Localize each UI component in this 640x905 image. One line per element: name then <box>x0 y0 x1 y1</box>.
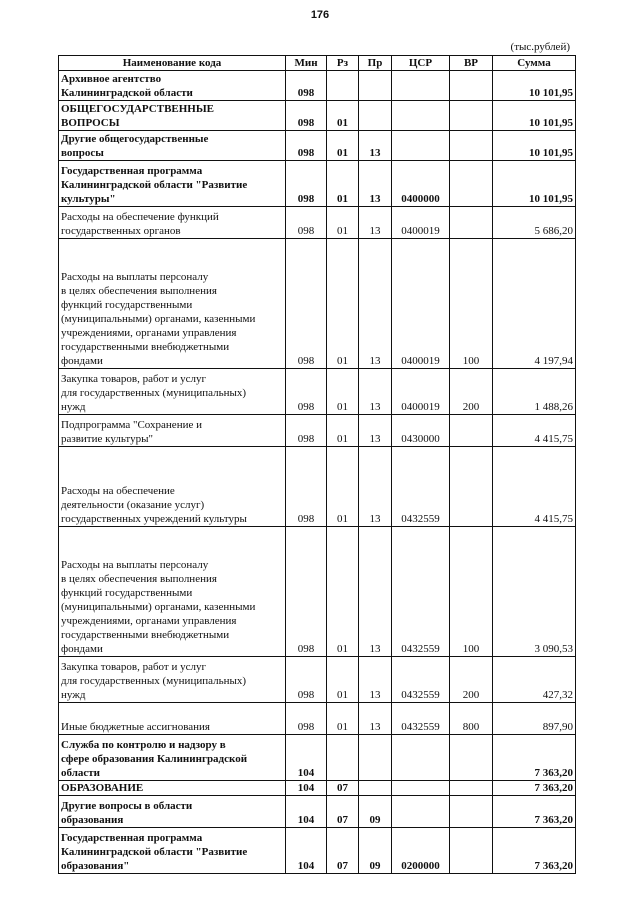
cell-sum: 7 363,20 <box>493 796 576 828</box>
cell-vr <box>450 781 493 796</box>
cell-vr: 100 <box>450 527 493 657</box>
cell-name: Архивное агентство Калининградской области <box>59 71 286 101</box>
cell-pr: 13 <box>359 415 392 447</box>
cell-csr: 0430000 <box>392 415 450 447</box>
cell-rz: 07 <box>327 796 359 828</box>
cell-name: Государственная программа Калининградской области "Развитие культуры" <box>59 161 286 207</box>
cell-vr <box>450 161 493 207</box>
cell-sum: 427,32 <box>493 657 576 703</box>
cell-min: 098 <box>286 369 327 415</box>
header-vr: ВР <box>450 56 493 71</box>
cell-csr: 0400019 <box>392 239 450 369</box>
cell-min: 098 <box>286 131 327 161</box>
cell-pr: 13 <box>359 657 392 703</box>
table-row <box>59 101 576 131</box>
table-row <box>59 239 576 369</box>
cell-pr <box>359 735 392 781</box>
cell-min: 098 <box>286 703 327 735</box>
cell-csr: 0200000 <box>392 828 450 874</box>
cell-csr <box>392 71 450 101</box>
table-row <box>59 657 576 703</box>
table-header-row <box>59 56 576 71</box>
cell-sum: 4 197,94 <box>493 239 576 369</box>
cell-pr: 09 <box>359 796 392 828</box>
cell-name: ОБРАЗОВАНИЕ <box>59 781 286 796</box>
cell-name: Закупка товаров, работ и услуг для государственных (муниципальных) нужд <box>59 369 286 415</box>
cell-name: Расходы на выплаты персоналу в целях обеспечения выполнения функций государственными (муниципальными) органами, казенными учреждениями, органами управления государственными внебюджетными фондами <box>59 527 286 657</box>
header-csr: ЦСР <box>392 56 450 71</box>
cell-pr: 13 <box>359 447 392 527</box>
cell-pr <box>359 781 392 796</box>
cell-name: Закупка товаров, работ и услуг для государственных (муниципальных) нужд <box>59 657 286 703</box>
budget-table <box>58 55 576 874</box>
table-row <box>59 796 576 828</box>
cell-rz: 07 <box>327 828 359 874</box>
cell-rz: 01 <box>327 527 359 657</box>
cell-pr: 09 <box>359 828 392 874</box>
cell-sum: 5 686,20 <box>493 207 576 239</box>
cell-min: 098 <box>286 101 327 131</box>
cell-pr <box>359 71 392 101</box>
budget-table-body <box>59 71 576 874</box>
table-row <box>59 527 576 657</box>
cell-pr: 13 <box>359 131 392 161</box>
table-row <box>59 447 576 527</box>
cell-csr <box>392 101 450 131</box>
cell-name: ОБЩЕГОСУДАРСТВЕННЫЕ ВОПРОСЫ <box>59 101 286 131</box>
cell-name: Другие общегосударственные вопросы <box>59 131 286 161</box>
cell-min: 098 <box>286 527 327 657</box>
cell-name: Расходы на обеспечение функций государственных органов <box>59 207 286 239</box>
cell-pr: 13 <box>359 527 392 657</box>
cell-rz: 01 <box>327 415 359 447</box>
cell-pr: 13 <box>359 703 392 735</box>
cell-vr <box>450 71 493 101</box>
cell-vr <box>450 828 493 874</box>
cell-name: Расходы на обеспечение деятельности (оказание услуг) государственных учреждений культуры <box>59 447 286 527</box>
cell-csr: 0400019 <box>392 207 450 239</box>
cell-vr: 800 <box>450 703 493 735</box>
cell-rz: 01 <box>327 447 359 527</box>
cell-name: Другие вопросы в области образования <box>59 796 286 828</box>
cell-name: Расходы на выплаты персоналу в целях обеспечения выполнения функций государственными (муниципальными) органами, казенными учреждениями, органами управления государственными внебюджетными фондами <box>59 239 286 369</box>
cell-vr: 100 <box>450 239 493 369</box>
cell-rz: 01 <box>327 239 359 369</box>
cell-sum: 10 101,95 <box>493 161 576 207</box>
cell-csr: 0400019 <box>392 369 450 415</box>
cell-sum: 10 101,95 <box>493 101 576 131</box>
cell-min: 098 <box>286 207 327 239</box>
table-row <box>59 131 576 161</box>
cell-rz <box>327 735 359 781</box>
cell-pr: 13 <box>359 161 392 207</box>
header-name: Наименование кода <box>59 56 286 71</box>
table-row <box>59 735 576 781</box>
cell-name: Государственная программа Калининградской области "Развитие образования" <box>59 828 286 874</box>
cell-min: 104 <box>286 796 327 828</box>
cell-rz: 01 <box>327 131 359 161</box>
cell-sum: 7 363,20 <box>493 828 576 874</box>
cell-sum: 4 415,75 <box>493 415 576 447</box>
cell-pr: 13 <box>359 239 392 369</box>
cell-pr: 13 <box>359 207 392 239</box>
cell-csr: 0432559 <box>392 527 450 657</box>
cell-vr <box>450 101 493 131</box>
cell-sum: 897,90 <box>493 703 576 735</box>
cell-rz: 01 <box>327 369 359 415</box>
cell-rz: 01 <box>327 657 359 703</box>
cell-sum: 1 488,26 <box>493 369 576 415</box>
cell-vr <box>450 415 493 447</box>
cell-csr <box>392 131 450 161</box>
cell-csr: 0400000 <box>392 161 450 207</box>
table-row <box>59 161 576 207</box>
cell-rz: 01 <box>327 207 359 239</box>
table-row <box>59 828 576 874</box>
table-row <box>59 703 576 735</box>
header-pr: Пр <box>359 56 392 71</box>
cell-sum: 10 101,95 <box>493 71 576 101</box>
cell-rz: 01 <box>327 703 359 735</box>
cell-csr: 0432559 <box>392 447 450 527</box>
header-min: Мин <box>286 56 327 71</box>
cell-pr <box>359 101 392 131</box>
table-row <box>59 207 576 239</box>
cell-rz <box>327 71 359 101</box>
cell-vr: 200 <box>450 369 493 415</box>
cell-min: 104 <box>286 735 327 781</box>
cell-min: 104 <box>286 828 327 874</box>
cell-name: Иные бюджетные ассигнования <box>59 703 286 735</box>
cell-vr <box>450 796 493 828</box>
cell-min: 098 <box>286 71 327 101</box>
cell-min: 098 <box>286 161 327 207</box>
header-rz: Рз <box>327 56 359 71</box>
cell-min: 098 <box>286 415 327 447</box>
cell-csr <box>392 796 450 828</box>
cell-min: 098 <box>286 239 327 369</box>
cell-csr: 0432559 <box>392 703 450 735</box>
table-row <box>59 369 576 415</box>
cell-csr <box>392 735 450 781</box>
cell-pr: 13 <box>359 369 392 415</box>
cell-name: Подпрограмма "Сохранение и развитие культуры" <box>59 415 286 447</box>
cell-name: Служба по контролю и надзору в сфере образования Калининградской области <box>59 735 286 781</box>
cell-sum: 7 363,20 <box>493 781 576 796</box>
cell-min: 098 <box>286 447 327 527</box>
cell-sum: 10 101,95 <box>493 131 576 161</box>
page-number: 176 <box>310 9 330 21</box>
cell-sum: 7 363,20 <box>493 735 576 781</box>
cell-sum: 4 415,75 <box>493 447 576 527</box>
table-row <box>59 71 576 101</box>
cell-vr <box>450 735 493 781</box>
table-row <box>59 415 576 447</box>
cell-csr: 0432559 <box>392 657 450 703</box>
cell-vr <box>450 131 493 161</box>
cell-min: 098 <box>286 657 327 703</box>
cell-vr <box>450 207 493 239</box>
cell-rz: 07 <box>327 781 359 796</box>
header-sum: Сумма <box>493 56 576 71</box>
cell-min: 104 <box>286 781 327 796</box>
cell-rz: 01 <box>327 101 359 131</box>
units-label: (тыс.рублей) <box>510 41 570 53</box>
cell-rz: 01 <box>327 161 359 207</box>
cell-csr <box>392 781 450 796</box>
cell-vr: 200 <box>450 657 493 703</box>
cell-sum: 3 090,53 <box>493 527 576 657</box>
table-row <box>59 781 576 796</box>
cell-vr <box>450 447 493 527</box>
